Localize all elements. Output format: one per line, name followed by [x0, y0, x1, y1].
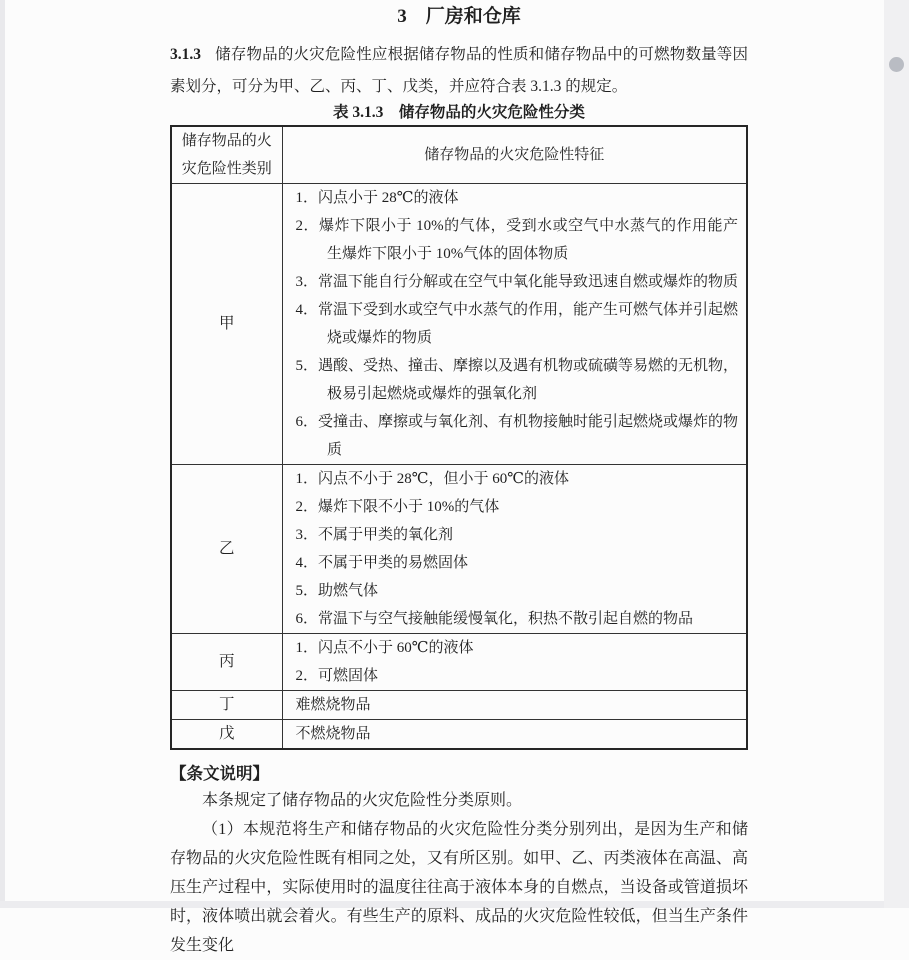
hazard-item: 2．爆炸下限小于 10%的气体，受到水或空气中水蒸气的作用能产生爆炸下限小于 10%气体的固体物质 [295, 218, 738, 262]
document-page [170, 0, 748, 960]
hazard-item: 5．遇酸、受热、撞击、摩擦以及遇有机物或硫磺等易燃的无机物，极易引起燃烧或爆炸的强氧化剂 [295, 358, 739, 402]
feature-cell [282, 691, 747, 720]
hazard-item: 6．常温下与空气接触能缓慢氧化，积热不散引起自燃的物品 [295, 611, 694, 627]
table-caption: 表 3.1.3 储存物品的火灾危险性分类 [333, 104, 585, 121]
table-header-row [171, 126, 747, 184]
category-cell: 戊 [171, 720, 282, 750]
category-cell: 丁 [171, 691, 282, 720]
hazard-item: 2．可燃固体 [295, 668, 379, 684]
clause-text: 储存物品的火灾危险性应根据储存物品的性质和储存物品中的可燃物数量等因素划分，可分为甲、乙、丙、丁、戊类，并应符合表 3.1.3 的规定。 [170, 46, 748, 95]
hazard-item: 4．常温下受到水或空气中水蒸气的作用，能产生可燃气体并引起燃烧或爆炸的物质 [295, 302, 739, 346]
scrollbar-track[interactable] [884, 0, 909, 908]
table-row [171, 465, 747, 634]
feature-cell [282, 720, 747, 750]
clause-number: 3.1.3 [170, 46, 201, 63]
table-header-category: 储存物品的火灾危险性类别 [171, 126, 282, 184]
table-row [171, 184, 747, 465]
table-row [171, 720, 747, 750]
hazard-item: 不燃烧物品 [295, 726, 371, 742]
commentary-paragraph-2: （1）本规范将生产和储存物品的火灾危险性分类分别列出，是因为生产和储存物品的火灾危险性既有相同之处，又有所区别。如甲、乙、丙类液体在高温、高压生产过程中，实际使用时的温度往往高于液体本身的自燃点，当设备或管道损坏时，液体喷出就会着火。有些生产的原料、成品的火灾危险性较低，但当生产条件发生变化 [170, 821, 748, 954]
hazard-item: 3．不属于甲类的氧化剂 [295, 527, 454, 543]
table-row [171, 634, 747, 691]
feature-cell [282, 634, 747, 691]
storage-fire-hazard-table [170, 125, 748, 750]
page-title: 3 厂房和仓库 [397, 6, 521, 27]
scrollbar-thumb[interactable] [889, 57, 904, 72]
hazard-item: 2．爆炸下限不小于 10%的气体 [295, 499, 500, 515]
viewer-edge-left [0, 0, 5, 908]
hazard-item: 6．受撞击、摩擦或与氧化剂、有机物接触时能引起燃烧或爆炸的物质 [295, 414, 739, 458]
hazard-item: 1．闪点不小于 28℃，但小于 60℃的液体 [295, 471, 570, 487]
hazard-item: 3．常温下能自行分解或在空气中氧化能导致迅速自燃或爆炸的物质 [295, 274, 739, 290]
table-row [171, 691, 747, 720]
hazard-item: 4．不属于甲类的易燃固体 [295, 555, 469, 571]
hazard-item: 难燃烧物品 [295, 697, 371, 713]
category-cell: 甲 [171, 184, 282, 465]
clause-3-1-3 [170, 39, 748, 103]
hazard-item: 1．闪点小于 28℃的液体 [295, 190, 459, 206]
category-cell: 丙 [171, 634, 282, 691]
feature-cell [282, 465, 747, 634]
table-header-feature: 储存物品的火灾危险性特征 [282, 126, 747, 184]
hazard-item: 1．闪点不小于 60℃的液体 [295, 640, 474, 656]
category-cell: 乙 [171, 465, 282, 634]
commentary-paragraph-1: 本条规定了储存物品的火灾危险性分类原则。 [202, 792, 523, 809]
feature-cell [282, 184, 747, 465]
commentary-heading: 【条文说明】 [170, 764, 269, 783]
hazard-item: 5．助燃气体 [295, 583, 379, 599]
